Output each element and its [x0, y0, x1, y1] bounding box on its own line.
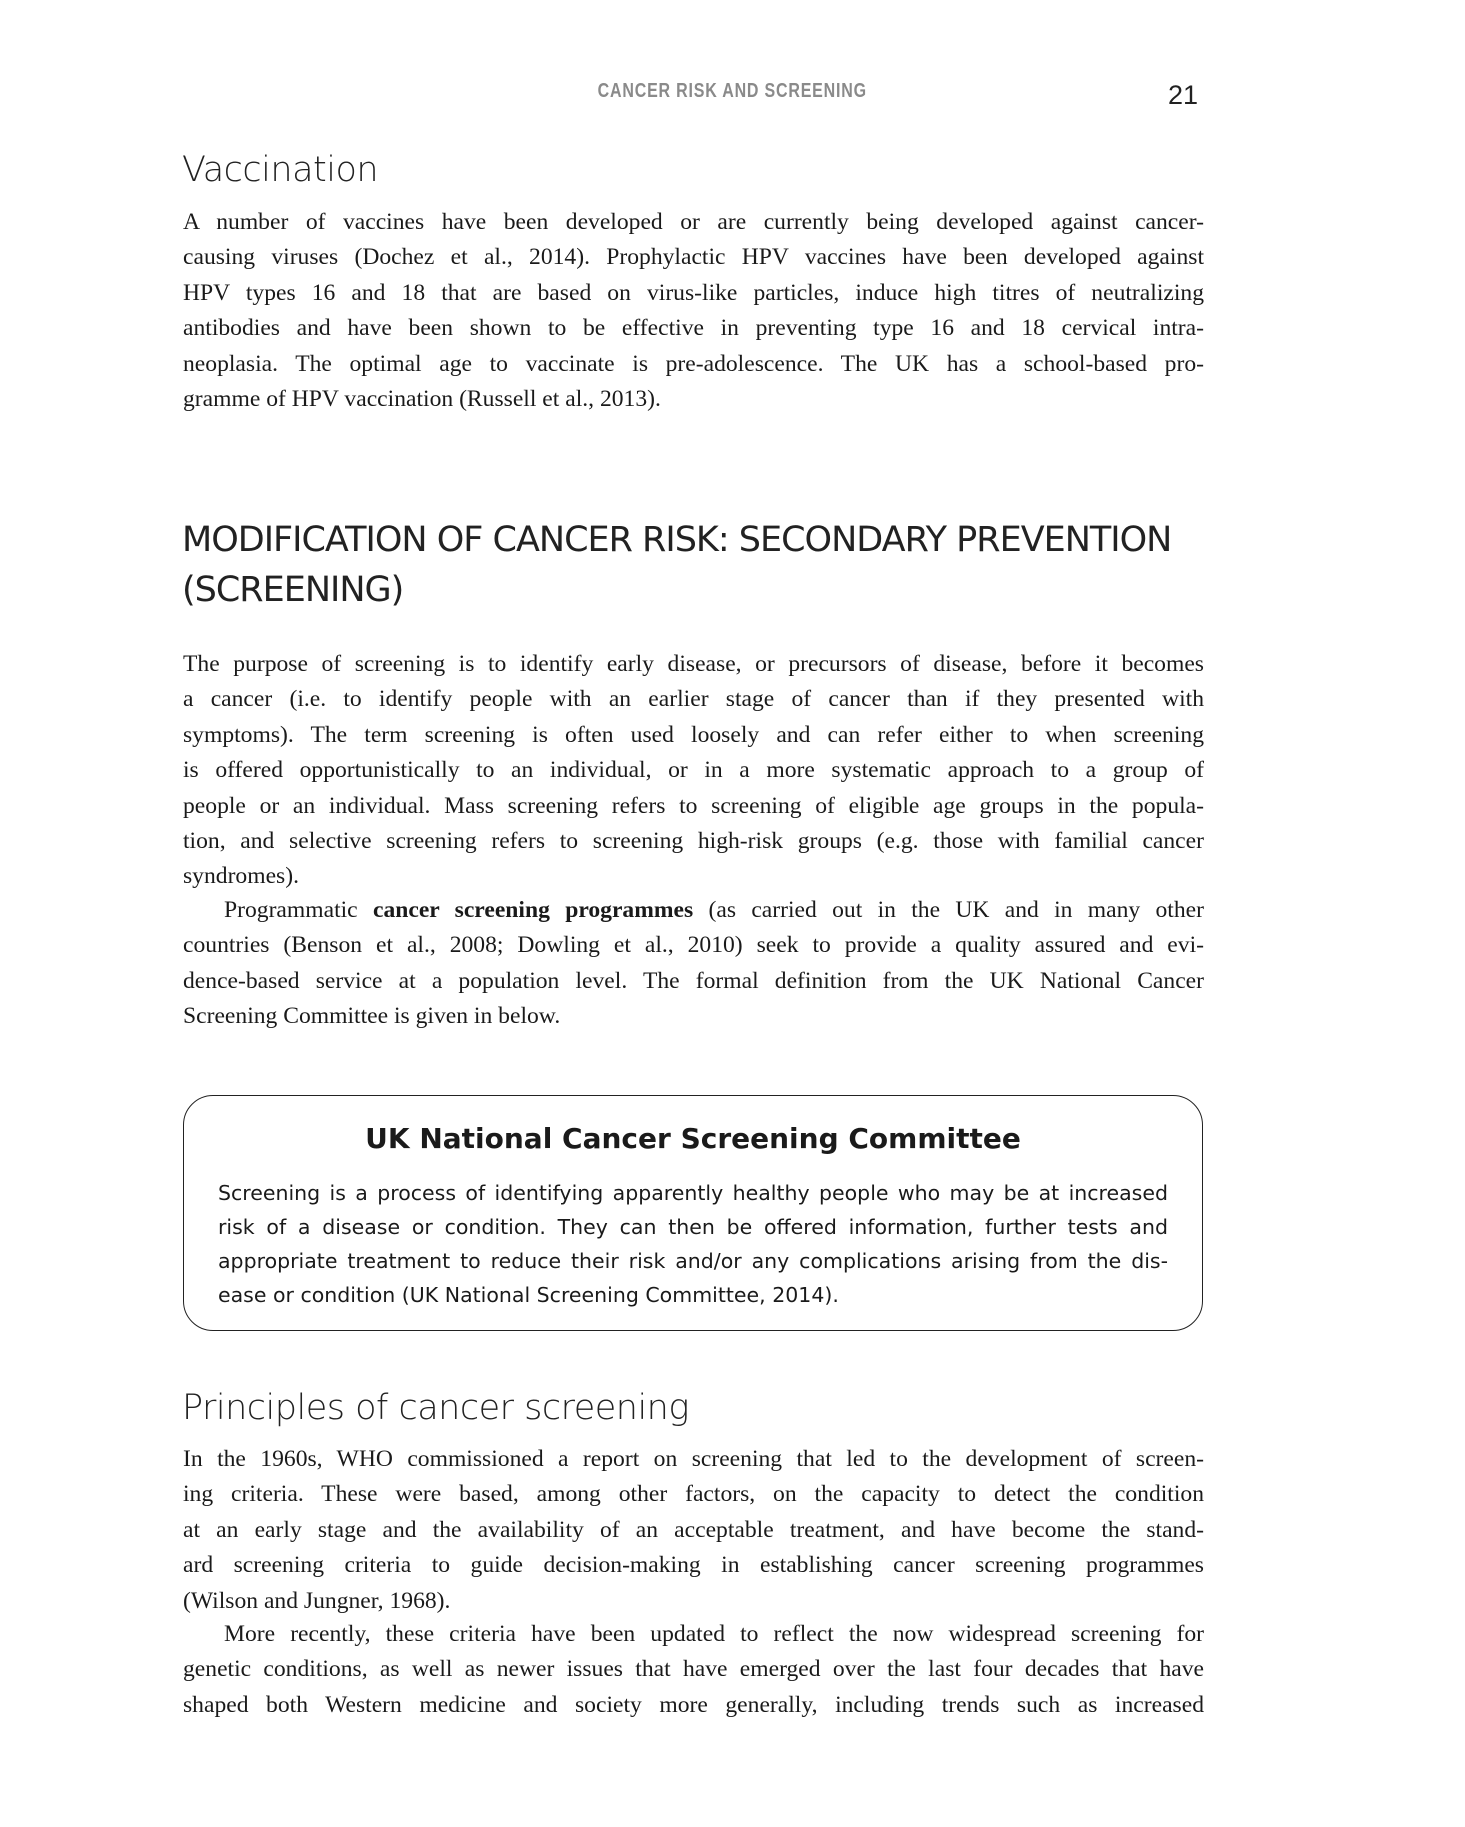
running-head [0, 80, 1465, 103]
paragraph-line: syndromes). [183, 863, 299, 890]
paragraph-line: antibodies and have been shown to be effective in preventing type 16 and 18 cervical intra- [183, 315, 1204, 342]
heading-line: (SCREENING) [182, 570, 404, 610]
page-number: 21 [1168, 80, 1199, 110]
paragraph-line: dence-based service at a population level. The formal definition from the UK National Cancer [183, 967, 1204, 994]
paragraph-line: (Wilson and Jungner, 1968). [183, 1587, 451, 1614]
paragraph-line: In the 1960s, WHO commissioned a report on screening that led to the development of screen- [183, 1446, 1204, 1472]
heading-line: MODIFICATION OF CANCER RISK: SECONDARY PREVENTION [182, 520, 1172, 560]
key-term: cancer screening programmes [372, 897, 694, 923]
text-run: Programmatic [224, 897, 373, 923]
paragraph-screening-purpose [183, 647, 1204, 895]
paragraph-line: ing criteria. These were based, among other factors, on the capacity to detect the condition [183, 1481, 1204, 1508]
paragraph-updated-criteria [183, 1617, 1204, 1723]
paragraph-line: is offered opportunistically to an individual, or in a more systematic approach to a group of [183, 757, 1204, 784]
paragraph-line: Screening Committee is given in below. [183, 1003, 561, 1030]
paragraph-line: The purpose of screening is to identify early disease, or precursors of disease, before it becomes [183, 651, 1204, 677]
paragraph-line: gramme of HPV vaccination (Russell et al., 2013). [183, 385, 661, 412]
paragraph-line: risk of a disease or condition. They can then be offered information, further tests and [218, 1215, 1168, 1239]
paragraph-lines [183, 928, 1204, 1034]
paragraph-line: ard screening criteria to guide decision-making in establishing cancer screening programmes [183, 1552, 1204, 1579]
paragraph-line: causing viruses (Dochez et al., 2014). Prophylactic HPV vaccines have been developed against [183, 244, 1204, 271]
paragraph-line: More recently, these criteria have been updated to reflect the now widespread screening for [224, 1621, 1204, 1647]
paragraph-who-criteria [183, 1442, 1204, 1619]
paragraph-line: shaped both Western medicine and society more generally, including trends such as increased [183, 1691, 1204, 1718]
definition-box [183, 1095, 1203, 1331]
paragraph-line: neoplasia. The optimal age to vaccinate is pre-adolescence. The UK has a school-based pro- [183, 350, 1204, 377]
paragraph-line: countries (Benson et al., 2008; Dowling et al., 2010) seek to provide a quality assured and evi- [183, 932, 1204, 959]
text-run: (as carried out in the UK and in many other [693, 897, 1204, 923]
section-heading-principles: Principles of cancer screening [182, 1388, 689, 1428]
paragraph-line: Screening is a process of identifying apparently healthy people who may be at increased [218, 1181, 1168, 1205]
paragraph-line: ease or condition (UK National Screening Committee, 2014). [218, 1283, 839, 1307]
definition-box-title: UK National Cancer Screening Committee [365, 1122, 1021, 1155]
chapter-section-heading [182, 515, 1171, 615]
paragraph-line: HPV types 16 and 18 that are based on virus-like particles, induce high titres of neutralizing [183, 279, 1204, 306]
paragraph-vaccination [183, 205, 1204, 417]
paragraph-line: tion, and selective screening refers to screening high-risk groups (e.g. those with familial cancer [183, 827, 1204, 854]
paragraph-line: appropriate treatment to reduce their risk and/or any complications arising from the dis- [218, 1249, 1168, 1273]
paragraph-line [183, 893, 1204, 928]
paragraph-line: symptoms). The term screening is often used loosely and can refer either to when screening [183, 721, 1204, 748]
paragraph-line: A number of vaccines have been developed or are currently being developed against cancer- [183, 209, 1204, 235]
running-head-text: CANCER RISK AND SCREENING [597, 80, 868, 102]
paragraph-programmatic-screening [183, 893, 1204, 1035]
paragraph-line: people or an individual. Mass screening refers to screening of eligible age groups in the popula- [183, 792, 1204, 819]
paragraph-line: at an early stage and the availability of an acceptable treatment, and have become the stand- [183, 1516, 1204, 1543]
paragraph-line: genetic conditions, as well as newer issues that have emerged over the last four decades that have [183, 1656, 1204, 1683]
paragraph-line: a cancer (i.e. to identify people with an earlier stage of cancer than if they presented with [183, 686, 1204, 713]
definition-box-text [218, 1176, 1168, 1312]
section-heading-vaccination: Vaccination [182, 150, 379, 190]
